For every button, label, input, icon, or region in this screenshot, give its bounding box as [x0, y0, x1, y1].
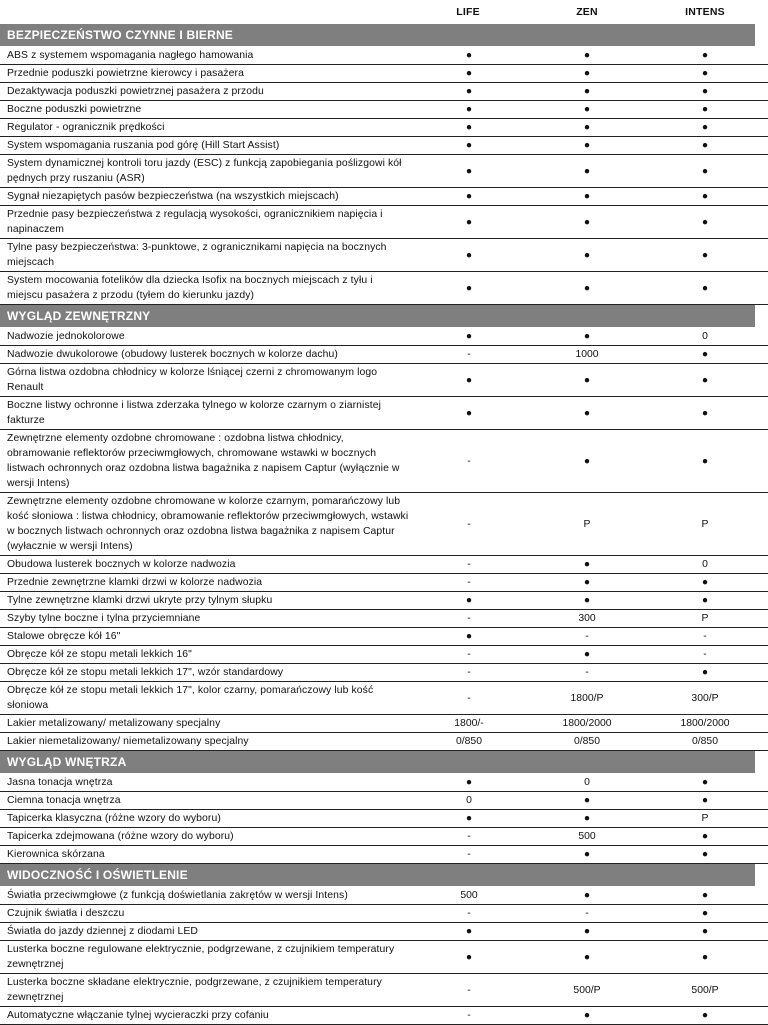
value-zen: 0 [584, 777, 590, 788]
feature-label: Szyby tylne boczne i tylna przyciemniane [7, 613, 201, 624]
value-life: ● [465, 86, 473, 97]
value-life: - [467, 455, 471, 467]
table-row [0, 206, 768, 239]
feature-label: Tylne pasy bezpieczeństwa: 3-punktowe, z ogranicznikami napięcia na bocznych miejscach [7, 242, 387, 268]
value-intens: ● [701, 216, 709, 228]
value-zen: ● [583, 890, 591, 901]
value-intens: ● [701, 50, 709, 61]
feature-label: Obręcze kół ze stopu metali lekkich 17", wzór standardowy [7, 667, 284, 678]
value-life: ● [465, 631, 473, 642]
table-row [0, 592, 768, 610]
value-life: ● [465, 374, 473, 386]
table-row [0, 733, 768, 751]
feature-label: Tapicerka zdejmowana (różne wzory do wyboru) [7, 831, 234, 842]
table-row [0, 610, 768, 628]
table-row [0, 493, 768, 556]
value-life: - [467, 577, 471, 588]
feature-label: Jasna tonacja wnętrza [7, 777, 113, 788]
value-intens: ● [701, 951, 709, 963]
spec-table [0, 24, 768, 1025]
value-life: ● [465, 407, 473, 419]
value-intens: ● [701, 777, 709, 788]
feature-label: Dezaktywacja poduszki powietrznej pasażera z przodu [7, 86, 264, 97]
value-life: ● [465, 140, 473, 151]
value-intens: ● [701, 795, 709, 806]
value-zen: ● [583, 926, 591, 937]
table-row [0, 941, 768, 974]
value-intens: - [703, 631, 707, 642]
value-zen: ● [583, 374, 591, 386]
column-header-life: LIFE [456, 6, 480, 18]
feature-label: Lakier niemetalizowany/ niemetalizowany specjalny [7, 736, 249, 747]
table-row [0, 810, 768, 828]
value-intens: 1800/2000 [680, 718, 730, 729]
value-zen: - [585, 908, 589, 919]
value-intens: 300/P [691, 692, 719, 704]
table-row [0, 397, 768, 430]
feature-label: System dynamicznej kontroli toru jazdy (ESC) z funkcją zapobiegania poślizgowi kół pędnych przy ruszaniu (ASR) [7, 158, 402, 184]
table-row [0, 846, 768, 864]
value-intens: ● [701, 349, 709, 360]
value-intens: 0/850 [691, 736, 718, 747]
value-zen: 1800/P [570, 692, 604, 704]
value-life: ● [465, 216, 473, 228]
value-zen: ● [583, 331, 591, 342]
value-life: - [467, 692, 471, 704]
value-zen: ● [583, 191, 591, 202]
value-life: ● [465, 165, 473, 177]
value-zen: ● [583, 455, 591, 467]
value-intens: ● [701, 104, 709, 115]
value-zen: ● [583, 165, 591, 177]
section-header: WYGLĄD WNĘTRZA [0, 751, 755, 773]
section-header: BEZPIECZEŃSTWO CZYNNE I BIERNE [0, 24, 755, 46]
table-row [0, 328, 768, 346]
value-life: ● [465, 191, 473, 202]
table-row [0, 239, 768, 272]
value-intens: ● [701, 908, 709, 919]
value-intens: 500/P [691, 984, 719, 996]
value-life: - [467, 518, 471, 530]
value-life: ● [465, 282, 473, 294]
value-life: - [467, 559, 471, 570]
value-life: ● [465, 926, 473, 937]
feature-label: ABS z systemem wspomagania nagłego hamowania [7, 50, 254, 61]
value-zen: P [583, 518, 591, 530]
table-row [0, 628, 768, 646]
value-zen: ● [583, 249, 591, 261]
feature-label: Sygnał niezapiętych pasów bezpieczeństwa (na wszystkich miejscach) [7, 191, 339, 202]
value-life: ● [465, 122, 473, 133]
value-life: ● [465, 50, 473, 61]
value-zen: ● [583, 649, 591, 660]
column-header-zen: ZEN [576, 6, 598, 18]
column-header-row [0, 0, 768, 24]
feature-label: Światła do jazdy dziennej z diodami LED [7, 926, 199, 937]
feature-label: Tapicerka klasyczna (różne wzory do wyboru) [7, 813, 221, 824]
value-zen: 0/850 [573, 736, 600, 747]
value-intens: ● [701, 165, 709, 177]
feature-label: System wspomagania ruszania pod górę (Hill Start Assist) [7, 140, 280, 151]
value-zen: 500 [578, 831, 596, 842]
value-intens: ● [701, 140, 709, 151]
value-zen: ● [583, 813, 591, 824]
value-intens: ● [701, 926, 709, 937]
feature-label: Przednie zewnętrzne klamki drzwi w kolorze nadwozia [7, 577, 263, 588]
value-life: 0/850 [455, 736, 482, 747]
table-row [0, 646, 768, 664]
value-intens: ● [701, 1010, 709, 1021]
value-intens: ● [701, 122, 709, 133]
table-row [0, 65, 768, 83]
value-life: ● [465, 249, 473, 261]
table-row [0, 974, 768, 1007]
value-life: - [467, 613, 471, 624]
value-life: 0 [466, 795, 472, 806]
feature-label: Regulator - ogranicznik prędkości [7, 122, 165, 133]
value-zen: 500/P [573, 984, 601, 996]
value-life: - [467, 1010, 471, 1021]
feature-label: Zewnętrzne elementy ozdobne chromowane w kolorze czarnym, pomarańczowy lub kość słoniowa : listwa chłodnicy, obramowanie reflektorów przeciwmgłowych, wstawki w bocznych listwach ochronnych oraz ozdobna listwa bagażnika z napisem Captur (wyłacznie w wersji Intens) [7, 496, 409, 552]
table-row [0, 715, 768, 733]
value-intens: P [701, 613, 709, 624]
feature-label: Tylne zewnętrzne klamki drzwi ukryte przy tylnym słupku [7, 595, 273, 606]
value-life: - [467, 849, 471, 860]
value-intens: P [701, 813, 709, 824]
value-life: ● [465, 595, 473, 606]
table-row [0, 155, 768, 188]
value-intens: 0 [702, 559, 708, 570]
value-zen: - [585, 631, 589, 642]
value-zen: ● [583, 407, 591, 419]
value-zen: ● [583, 104, 591, 115]
table-row [0, 574, 768, 592]
feature-label: Obręcze kół ze stopu metali lekkich 17", kolor czarny, pomarańczowy lub kość słoniowa [7, 685, 374, 711]
value-life: - [467, 908, 471, 919]
value-intens: ● [701, 282, 709, 294]
feature-label: Boczne poduszki powietrzne [7, 104, 142, 115]
column-header-intens: INTENS [685, 6, 725, 18]
value-intens: ● [701, 595, 709, 606]
table-row [0, 119, 768, 137]
feature-label: Lakier metalizowany/ metalizowany specjalny [7, 718, 221, 729]
value-life: 500 [460, 890, 478, 901]
feature-label: Nadwozie dwukolorowe (obudowy lusterek bocznych w kolorze dachu) [7, 349, 338, 360]
feature-label: System mocowania fotelików dla dziecka Isofix na bocznych miejscach z tyłu i miejscu pasażera z przodu (tyłem do kierunku jazdy) [7, 275, 373, 301]
value-intens: ● [701, 831, 709, 842]
value-zen: ● [583, 50, 591, 61]
value-zen: ● [583, 559, 591, 570]
section-header: WIDOCZNOŚĆ I OŚWIETLENIE [0, 864, 755, 886]
value-zen: ● [583, 282, 591, 294]
value-life: - [467, 349, 471, 360]
value-zen: ● [583, 216, 591, 228]
feature-label: Obudowa lusterek bocznych w kolorze nadwozia [7, 559, 236, 570]
value-life: ● [465, 331, 473, 342]
value-zen: ● [583, 140, 591, 151]
value-zen: ● [583, 951, 591, 963]
value-intens: ● [701, 68, 709, 79]
feature-label: Ciemna tonacja wnętrza [7, 795, 121, 806]
value-life: ● [465, 104, 473, 115]
feature-label: Czujnik światła i deszczu [7, 908, 125, 919]
value-intens: ● [701, 455, 709, 467]
table-row [0, 101, 768, 119]
value-intens: ● [701, 577, 709, 588]
table-row [0, 774, 768, 792]
table-row [0, 905, 768, 923]
table-row [0, 556, 768, 574]
feature-label: Boczne listwy ochronne i listwa zderzaka tylnego w kolorze czarnym o ziarnistej fakturze [7, 400, 382, 426]
feature-label: Nadwozie jednokolorowe [7, 331, 125, 342]
table-row [0, 828, 768, 846]
value-life: - [467, 831, 471, 842]
feature-label: Przednie poduszki powietrzne kierowcy i pasażera [7, 68, 244, 79]
table-row [0, 137, 768, 155]
table-row [0, 188, 768, 206]
table-row [0, 923, 768, 941]
value-intens: ● [701, 890, 709, 901]
table-row [0, 664, 768, 682]
value-zen: ● [583, 577, 591, 588]
feature-label: Zewnętrzne elementy ozdobne chromowane : ozdobna listwa chłodnicy, obramowanie reflektorów przeciwmgłowych, chromowane wstawki w bocznych listwach ochronnych oraz ozdobna listwa bagażnika z napisem Captur (wyłącznie w wersji Intens) [7, 433, 400, 489]
value-life: ● [465, 951, 473, 963]
value-life: 1800/- [454, 718, 484, 729]
value-zen: ● [583, 86, 591, 97]
section-header: WYGLĄD ZEWNĘTRZNY [0, 305, 755, 327]
value-zen: ● [583, 849, 591, 860]
table-row [0, 682, 768, 715]
value-zen: ● [583, 1010, 591, 1021]
value-life: ● [465, 813, 473, 824]
value-life: - [467, 667, 471, 678]
table-row [0, 1007, 768, 1025]
value-intens: ● [701, 374, 709, 386]
value-life: ● [465, 777, 473, 788]
feature-label: Stalowe obręcze kół 16" [7, 631, 121, 642]
value-zen: ● [583, 122, 591, 133]
feature-label: Kierownica skórzana [7, 849, 105, 860]
value-intens: ● [701, 849, 709, 860]
value-intens: ● [701, 249, 709, 261]
feature-label: Górna listwa ozdobna chłodnicy w kolorze lśniącej czerni z chromowanym logo Renault [7, 367, 378, 393]
value-intens: - [703, 649, 707, 660]
value-intens: 0 [702, 331, 708, 342]
table-row [0, 83, 768, 101]
table-row [0, 364, 768, 397]
feature-label: Automatyczne włączanie tylnej wycieraczki przy cofaniu [7, 1010, 269, 1021]
value-intens: ● [701, 667, 709, 678]
feature-label: Obręcze kół ze stopu metali lekkich 16" [7, 649, 192, 660]
value-zen: - [585, 667, 589, 678]
value-zen: ● [583, 68, 591, 79]
value-zen: 1000 [575, 349, 599, 360]
table-row [0, 792, 768, 810]
value-life: ● [465, 68, 473, 79]
table-row [0, 47, 768, 65]
value-intens: ● [701, 86, 709, 97]
value-zen: 300 [578, 613, 596, 624]
value-zen: 1800/2000 [562, 718, 612, 729]
table-row [0, 272, 768, 305]
table-row [0, 346, 768, 364]
value-zen: ● [583, 795, 591, 806]
value-intens: ● [701, 191, 709, 202]
feature-label: Światła przeciwmgłowe (z funkcją doświetlania zakrętów w wersji Intens) [7, 890, 348, 901]
value-life: - [467, 649, 471, 660]
feature-label: Lusterka boczne składane elektrycznie, podgrzewane, z czujnikiem temperatury zewnętrznej [7, 977, 382, 1003]
value-intens: P [701, 518, 709, 530]
value-intens: ● [701, 407, 709, 419]
value-life: - [467, 984, 471, 996]
table-row [0, 887, 768, 905]
feature-label: Przednie pasy bezpieczeństwa z regulacją wysokości, ogranicznikiem napięcia i napinaczem [7, 209, 383, 235]
table-row [0, 430, 768, 493]
feature-label: Lusterka boczne regulowane elektrycznie, podgrzewane, z czujnikiem temperatury zewnętrznej [7, 944, 395, 970]
value-zen: ● [583, 595, 591, 606]
